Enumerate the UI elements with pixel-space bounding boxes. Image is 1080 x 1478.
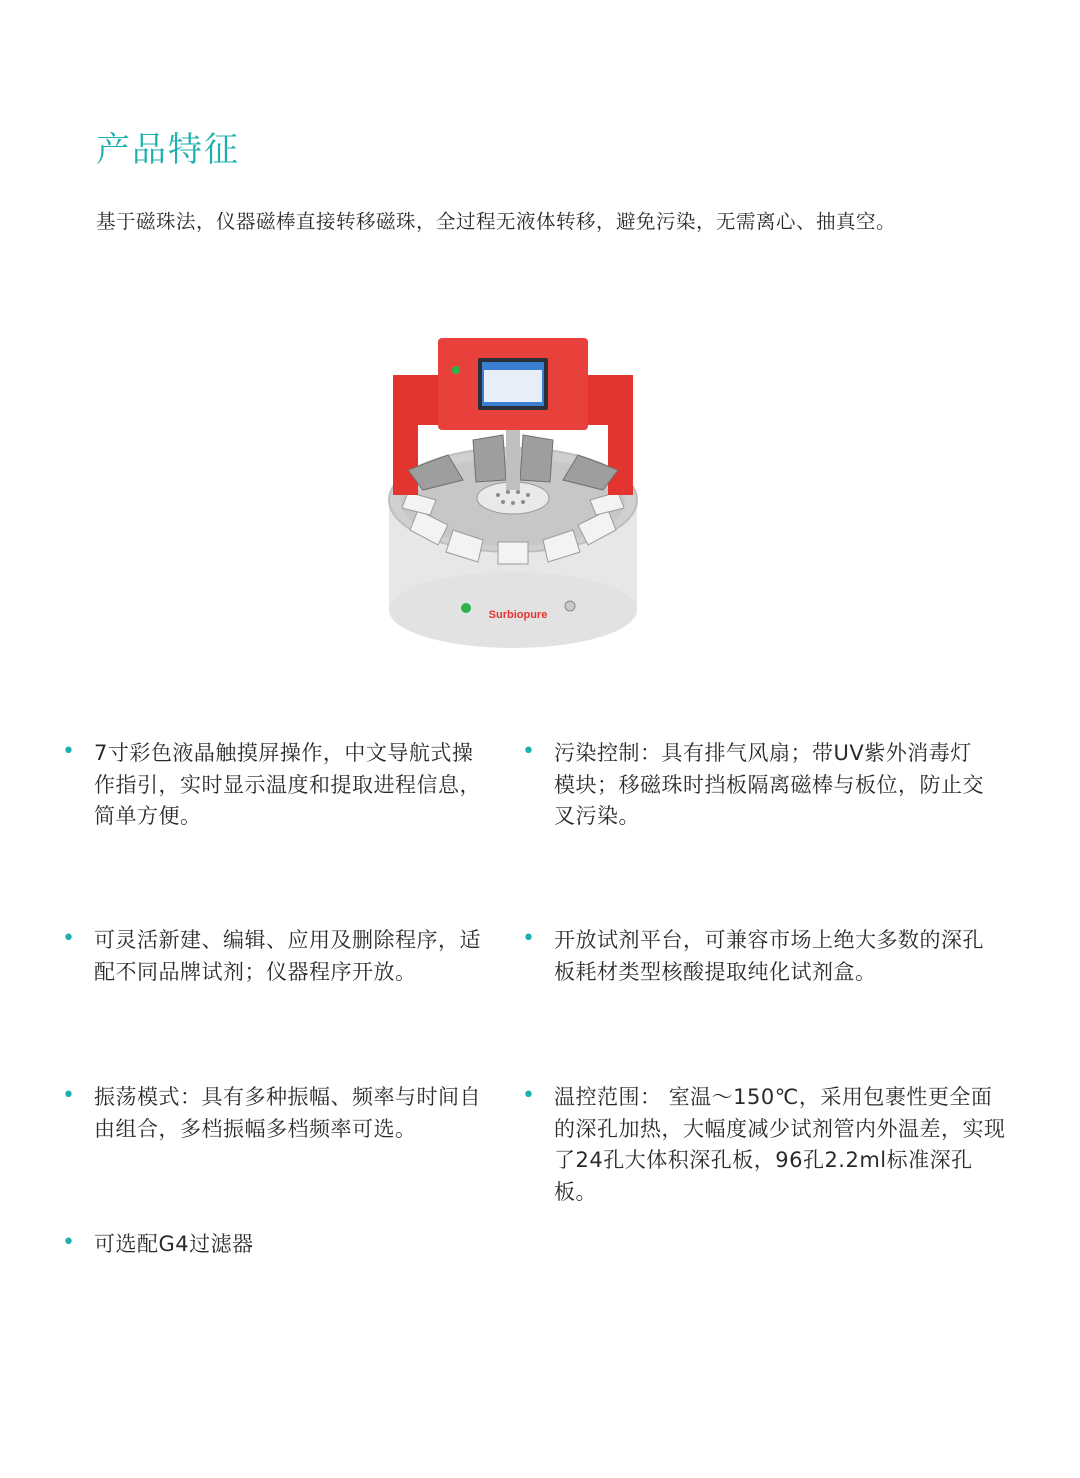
page-title: 产品特征 bbox=[96, 130, 240, 170]
bullet-icon: • bbox=[62, 739, 76, 764]
bullet-icon: • bbox=[62, 1230, 76, 1255]
bullet-icon: • bbox=[62, 1083, 76, 1108]
feature-text: 温控范围： 室温～150℃，采用包裹性更全面的深孔加热，大幅度减少试剂管内外温差，实现了24孔大体积深孔板，96孔2.2ml标准深孔板。 bbox=[554, 1085, 1006, 1204]
brand-logo: Surbiopure bbox=[488, 609, 548, 621]
feature-item bbox=[62, 1082, 494, 1145]
feature-text: 污染控制：具有排气风扇；带UV紫外消毒灯模块；移磁珠时挡板隔离磁棒与板位，防止交叉污染。 bbox=[554, 741, 984, 828]
bullet-icon: • bbox=[522, 1083, 536, 1108]
feature-text: 开放试剂平台，可兼容市场上绝大多数的深孔板耗材类型核酸提取纯化试剂盒。 bbox=[554, 928, 984, 984]
feature-text: 振荡模式：具有多种振幅、频率与时间自由组合，多档振幅多档频率可选。 bbox=[94, 1085, 481, 1141]
bullet-icon: • bbox=[62, 926, 76, 951]
feature-item bbox=[522, 1082, 1009, 1208]
intro-paragraph: 基于磁珠法，仪器磁棒直接转移磁珠，全过程无液体转移，避免污染，无需离心、抽真空。 bbox=[96, 210, 897, 233]
bullet-icon: • bbox=[522, 739, 536, 764]
feature-text: 7寸彩色液晶触摸屏操作，中文导航式操作指引，实时显示温度和提取进程信息，简单方便。 bbox=[94, 741, 481, 828]
feature-text: 可灵活新建、编辑、应用及删除程序，适配不同品牌试剂；仪器程序开放。 bbox=[94, 928, 481, 984]
feature-item bbox=[62, 925, 494, 988]
feature-item bbox=[62, 738, 494, 833]
feature-item bbox=[522, 925, 994, 988]
product-image bbox=[378, 330, 648, 660]
feature-item bbox=[522, 738, 984, 833]
bullet-icon: • bbox=[522, 926, 536, 951]
feature-text: 可选配G4过滤器 bbox=[94, 1232, 254, 1256]
feature-item bbox=[62, 1229, 494, 1261]
